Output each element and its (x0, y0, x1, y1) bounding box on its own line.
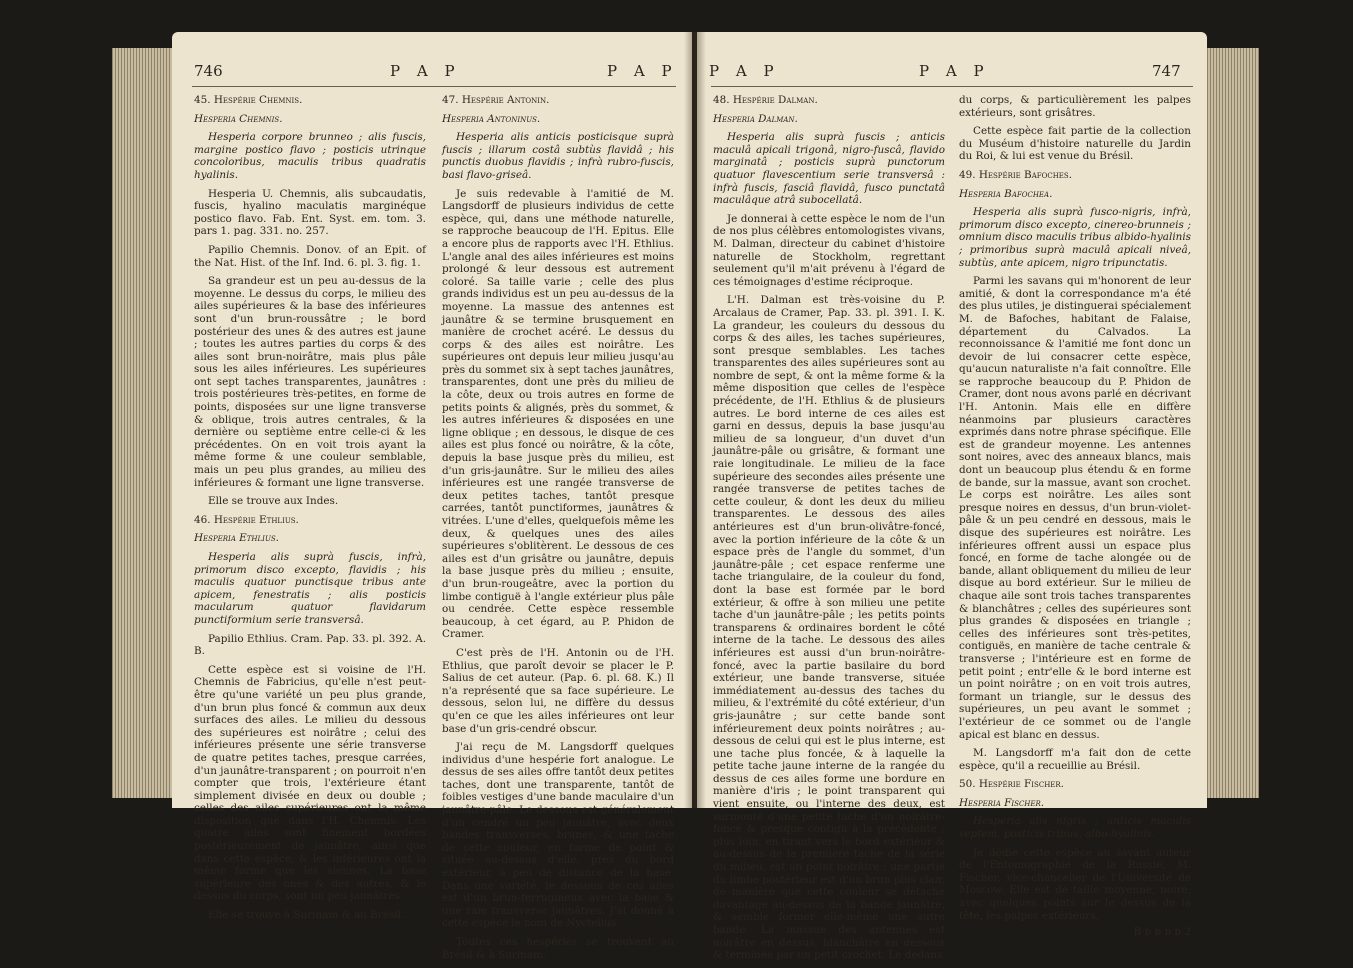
diagnosis: Hesperia alis suprà fuscis ; anticis maculâ apicali trigonâ, nigro-fuscâ, flavido marginatâ ; posticis suprà punctorum quatuor flavescentium serie transversâ : infrà fuscis, fasciâ flavidâ, fusco punctatâ maculâque atrâ subocellatâ. (713, 131, 945, 207)
left-page (172, 32, 692, 961)
page-edges-left (112, 48, 172, 798)
section-heading: 50. Hespérie Fischer. (959, 778, 1064, 791)
diagnosis: Hesperia alis suprà fusco-nigris, infrà, primorum disco excepto, cinereo-brunneis ; omnium disco maculis tribus albido-hyalinis ; primoribus suprà maculâ apicali niveâ, subtùs, ante apicem, nigro tripunctatis. (959, 206, 1191, 269)
section-heading: 48. Hespérie Dalman. (713, 94, 818, 106)
reference: Papilio Chemnis. Donov. of an Epit. of the Nat. Hist. of the Inf. Ind. 6. pl. 3. fig. 1. (194, 243, 426, 269)
body-paragraph: J'ai reçu de M. Langsdorff quelques individus d'une hespérie fort analogue. Le dessus de ses ailes offre tantôt deux petites taches, dont une transparente, tantôt de foibles vestiges d'une bande maculaire d'un jaunâtre-pâle. Le dessous est généralement d'un cendré un peu jaunâtre, avec deux bandes transverses, brunes, & une tache de cette couleur, en forme de point & située au-dessus d'elle, près du bord extérieur, à peu de distance de la base. Dans une variété, le dessous de ces ailes est d'un brun-ferrugineux avec la base & une raie transverse jaunâtres. J'ai donné à cette espèce le nom de Nyctelius. (442, 741, 674, 930)
reference: Papilio Ethlius. Cram. Pap. 33. pl. 392. A. B. (194, 632, 426, 658)
habitat: Elle se trouve à Surinam & au Brésil. (208, 909, 405, 922)
species-name: Hesperia Antoninus. (442, 112, 541, 125)
body-paragraph: L'H. Dalman est très-voisine du P. Arcalaus de Cramer, Pap. 33. pl. 391. I. K. La grandeur, les couleurs du dessous du corps & des ailes, les taches supérieures, sont presque semblables. Les taches transparentes des ailes supérieures sont au nombre de sept, & ont la même forme & la même disposition que celles de l'espèce précédente, de l'H. Ethlius & de plusieurs autres. Le bord interne de ces ailes est garni en dessus, depuis la base jusqu'au milieu de sa longueur, d'un duvet d'un jaunâtre-pâle ou grisâtre, & formant une raie longitudinale. Le milieu de la face supérieure des secondes ailes présente une rangée transverse de petites taches de cette couleur, & dont les deux du milieu transparentes. Le dessous des ailes antérieures est d'un brun-olivâtre-foncé, avec la portion inférieure de la côte & un espace près de l'angle du sommet, d'un jaunâtre-pâle ; cet espace renferme une tache triangulaire, de la couleur du fond, dont la base est formée par le bord extérieur, & offre à son milieu une petite tache d'un jaunâtre-pâle ; les petits points transparens & ordinaires bordent le côté interne de la tache. Le dessous des ailes inférieures est aussi d'un brun-noirâtre-foncé, avec la partie basilaire du bord extérieur, une bande transverse, située immédiatement au-dessus des taches du milieu, & l'extrémité du côté extérieur, d'un gris-jaunâtre ; sur cette bande sont inférieurement deux points noirâtres ; au-dessous de celui qui est le plus interne, est une tache plus foncée, & à laquelle la petite tache jaune interne de la rangée du dessus de ces ailes forme une bordure en manière d'iris ; le point transparent qui vient ensuite, ou l'interne des deux, est surmonté d'une petite tache d'un noirâtre-foncé & presque contigu à la précédente ; plus loin, en tirant vers le bord extérieur & au-dessus de la première tache de la série du milieu, est un point noirâtre ; une partie du limbe postérieur est d'un brun plus clair, de manière que cette couleur se détache davantage au-dessus de la bande jaunâtre, & semble former elle-même une autre bande. La massue des antennes est noirâtre en dessus, blanchâtre en dessous & terminée par un petit crochet. Le dedans (713, 294, 945, 962)
body-paragraph: Cette espèce est si voisine de l'H. Chemnis de Fabricius, qu'elle n'est peut-être qu'une variété un peu plus grande, d'un brun plus foncé & commun aux deux surfaces des ailes. Le milieu du dessous des supérieures est noirâtre ; celui des inférieures présente une série transverse de quatre petites taches, presque carrées, d'un jaunâtre-transparent ; on pourroit n'en compter que trois, l'extérieure étant simplement divisée en deux ou double ; celles des ailes supérieures ont la même disposition que dans l'H. Chemnis. Les quatre ailes sont finement bordées postérieurement de jaunâtre, ainsi que dans cette espèce, & les inférieures ont la même forme que les siennes. La base supérieure des unes & des autres, & le dessus du corps, sont un peu jaunâtres. (194, 663, 426, 903)
signature-mark: B b b b b 2 (1133, 926, 1191, 939)
species-name: Hesperia Bafochea. (959, 187, 1053, 200)
section-heading: 45. Hespérie Chemnis. (194, 94, 303, 106)
diagnosis: Hesperia alis suprà fuscis, infrà, primorum disco excepto, flavidis ; his maculis quatuor punctisque tribus ante apicem, fenestratis ; alis posticis macularum quatuor flavidarum punctiformium serie transversâ. (194, 551, 426, 626)
header-rule-left (192, 86, 676, 87)
reference: Hesperia U. Chemnis, alis subcaudatis, fuscis, hyalino maculatis marginéque postico flavo. Fab. Ent. Syst. em. tom. 3. pars 1. pag. 331. no. 257. (194, 187, 426, 238)
diagnosis: Hesperia alis anticis posticisque suprà fuscis ; illarum costâ subtùs flavidâ ; his punctis duobus flavidis ; infrà rubro-fuscis, basi flavo-griseâ. (442, 131, 674, 181)
right-column-2 (959, 94, 1191, 939)
running-head-right-1: P A P (709, 62, 780, 80)
habitat: Elle se trouve aux Indes. (208, 495, 339, 508)
body-paragraph: M. Langsdorff m'a fait don de cette espèce, qu'il a recueillie au Brésil. (959, 747, 1191, 772)
page-number-left: 746 (194, 62, 223, 80)
page-number-right: 747 (1152, 62, 1181, 80)
right-page (697, 32, 1207, 962)
species-name: Hesperia Ethlius. (194, 532, 279, 545)
body-paragraph: Je suis redevable à l'amitié de M. Langsdorff de plusieurs individus de cette espèce, qui, dans une méthode naturelle, se rapproche beaucoup de l'H. Epitus. Elle a encore plus de rapports avec l'H. Ethlius. L'angle anal des ailes inférieures est moins prolongé & leur dessous est autrement coloré. Sa taille varie ; celle des plus grands individus est un peu au-dessus de la moyenne. La massue des antennes est jaunâtre & se termine brusquement en manière de crochet acéré. Le dessus du corps & des ailes est noirâtre. Les supérieures ont depuis leur milieu jusqu'au près du sommet six à sept taches jaunâtres, transparentes, dont une près du milieu de la côte, deux ou trois autres en forme de petits points & alignés, près du sommet, & les autres inférieures & disposées en une ligne oblique ; en dessous, le disque de ces ailes est plus foncé ou noirâtre, & la côte, depuis la base jusque près du milieu, est d'un gris-jaunâtre. Sur le milieu des ailes inférieures est une rangée transverse de deux petites taches, tantôt presque carrées, tantôt punctiformes, jaunâtres & vitrées. L'une d'elles, quelquefois même les deux, & quelques unes des ailes supérieures s'oblitèrent. Le dessous de ces ailes est d'un grisâtre ou jaunâtre, depuis la base jusque près du milieu ; ensuite, d'un brun-rougeâtre, avec la portion du limbe contiguë à l'angle extérieur plus pâle ou cendrée. Cette espèce ressemble beaucoup, à cet égard, au P. Phidon de Cramer. (442, 187, 674, 641)
left-column-2 (442, 94, 674, 967)
habitat: Toutes ces hespéries se trouvent au Brésil & à Surinam. (442, 936, 674, 961)
open-book (112, 18, 1262, 962)
header-rule-right (711, 86, 1193, 87)
body-paragraph: Sa grandeur est un peu au-dessus de la moyenne. Le dessus du corps, le milieu des ailes supérieures & la base des inférieures sont d'un brun-roussâtre ; le bord postérieur des unes & des autres est jaune ; toutes les autres parties du corps & des ailes sont brun-noirâtre, mais plus pâle sous les ailes inférieures. Les supérieures ont sept taches transparentes, jaunâtres : trois postérieures très-petites, en forme de points, disposées sur une ligne transverse & oblique, trois autres centrales, & la dernière ou septième entre celle-ci & les précédentes. On en voit trois ayant la même forme & une couleur semblable, mais un peu plus grandes, au milieu des inférieures & formant une ligne transverse. (194, 275, 426, 489)
section-heading: 49. Hespérie Bafoches. (959, 168, 1073, 181)
running-head-right: P A P (919, 62, 990, 80)
body-paragraph: Je dédie cette espèce au savant auteur de l'Entomographie de la Russie, M. Fischer, vice-chancelier de l'Université de Moscow. Elle est de taille moyenne, noire, avec quelques points sur le dessus de la tête, les palpes extérieurs, (959, 846, 1191, 922)
section-heading: 47. Hespérie Antonin. (442, 94, 550, 106)
running-head-left-2: P A P (607, 62, 678, 80)
body-paragraph: Parmi les savans qui m'honorent de leur amitié, & dont la correspondance m'a été des plus utiles, je distinguerai spécialement M. de Bafoches, habitant de Falaise, département du Calvados. La reconnoissance & l'amitié me font donc un devoir de lui consacrer cette espèce, qu'aucun naturaliste n'a fait connoître. Elle se rapproche beaucoup du P. Phidon de Cramer, dont nous avons parlé en décrivant l'H. Antonin. Mais elle en diffère néanmoins par plusieurs caractères exprimés dans notre phrase spécifique. Elle est de grandeur moyenne. Les antennes sont noires, avec des anneaux blancs, mais dont un beaucoup plus étendu & en forme de bande, sur la massue, avant son crochet. Le corps est noirâtre. Les ailes sont presque noires en dessus, d'un brun-violet-pâle & un peu cendré en dessous, mais le disque des supérieures est noirâtre. Les inférieures offrent aussi un espace plus foncé, en forme de tache alongée ou de bande, allant obliquement du milieu de leur disque au bord extérieur. Sur le milieu de chaque aile sont trois taches transparentes & blanchâtres ; celles des supérieures sont plus grandes & disposées en triangle ; celles des inférieures sont très-petites, contiguës, en manière de tache centrale & transverse ; l'intérieure est en forme de petit point ; entr'elle & le bord interne est un point noirâtre ; on en voit trois autres, formant un triangle, sur le dessus des supérieures, un peu avant le sommet ; l'extérieur de ce sommet ou de l'angle apical est blanc en dessus. (959, 275, 1191, 741)
species-name: Hesperia Fischer. (959, 796, 1045, 809)
diagnosis: Hesperia alis nigris ; anticis maculis septem, posticis tribus, albo-hyalinis. (959, 815, 1191, 841)
book-gutter (684, 32, 706, 808)
diagnosis: Hesperia corpore brunneo ; alis fuscis, margine postico flavo ; posticis utrinque concoloribus, maculis tribus quadratis hyalinis. (194, 131, 426, 181)
right-column-1 (713, 94, 945, 968)
page-edges-right (1207, 48, 1259, 798)
body-paragraph: C'est près de l'H. Antonin ou de l'H. Ethlius, que paroît devoir se placer le P. Salius de cet auteur. (Pap. 6. pl. 68. K.) Il n'a représenté que sa face supérieure. Le dessous, selon lui, ne diffère du dessus qu'en ce que les ailes inférieures ont leur base d'un gris-cendré obscur. (442, 646, 674, 735)
running-head-left: P A P (390, 62, 461, 80)
body-paragraph: Cette espèce fait partie de la collection du Muséum d'histoire naturelle du Jardin du Roi, & lui est venue du Brésil. (959, 125, 1191, 163)
section-heading: 46. Hespérie Ethlius. (194, 513, 299, 526)
species-name: Hesperia Chemnis. (194, 112, 283, 125)
left-column-1 (194, 94, 426, 928)
body-paragraph: Je donnerai à cette espèce le nom de l'un de nos plus célèbres entomologistes vivans, M. Dalman, directeur du cabinet d'histoire naturelle de Stockholm, regrettant seulement qu'il m'ait prévenu à l'égard de ces témoignages d'estime réciproque. (713, 212, 945, 288)
species-name: Hesperia Dalman. (713, 112, 798, 125)
body-paragraph: du corps, & particulièrement les palpes extérieurs, sont grisâtres. (959, 94, 1191, 119)
